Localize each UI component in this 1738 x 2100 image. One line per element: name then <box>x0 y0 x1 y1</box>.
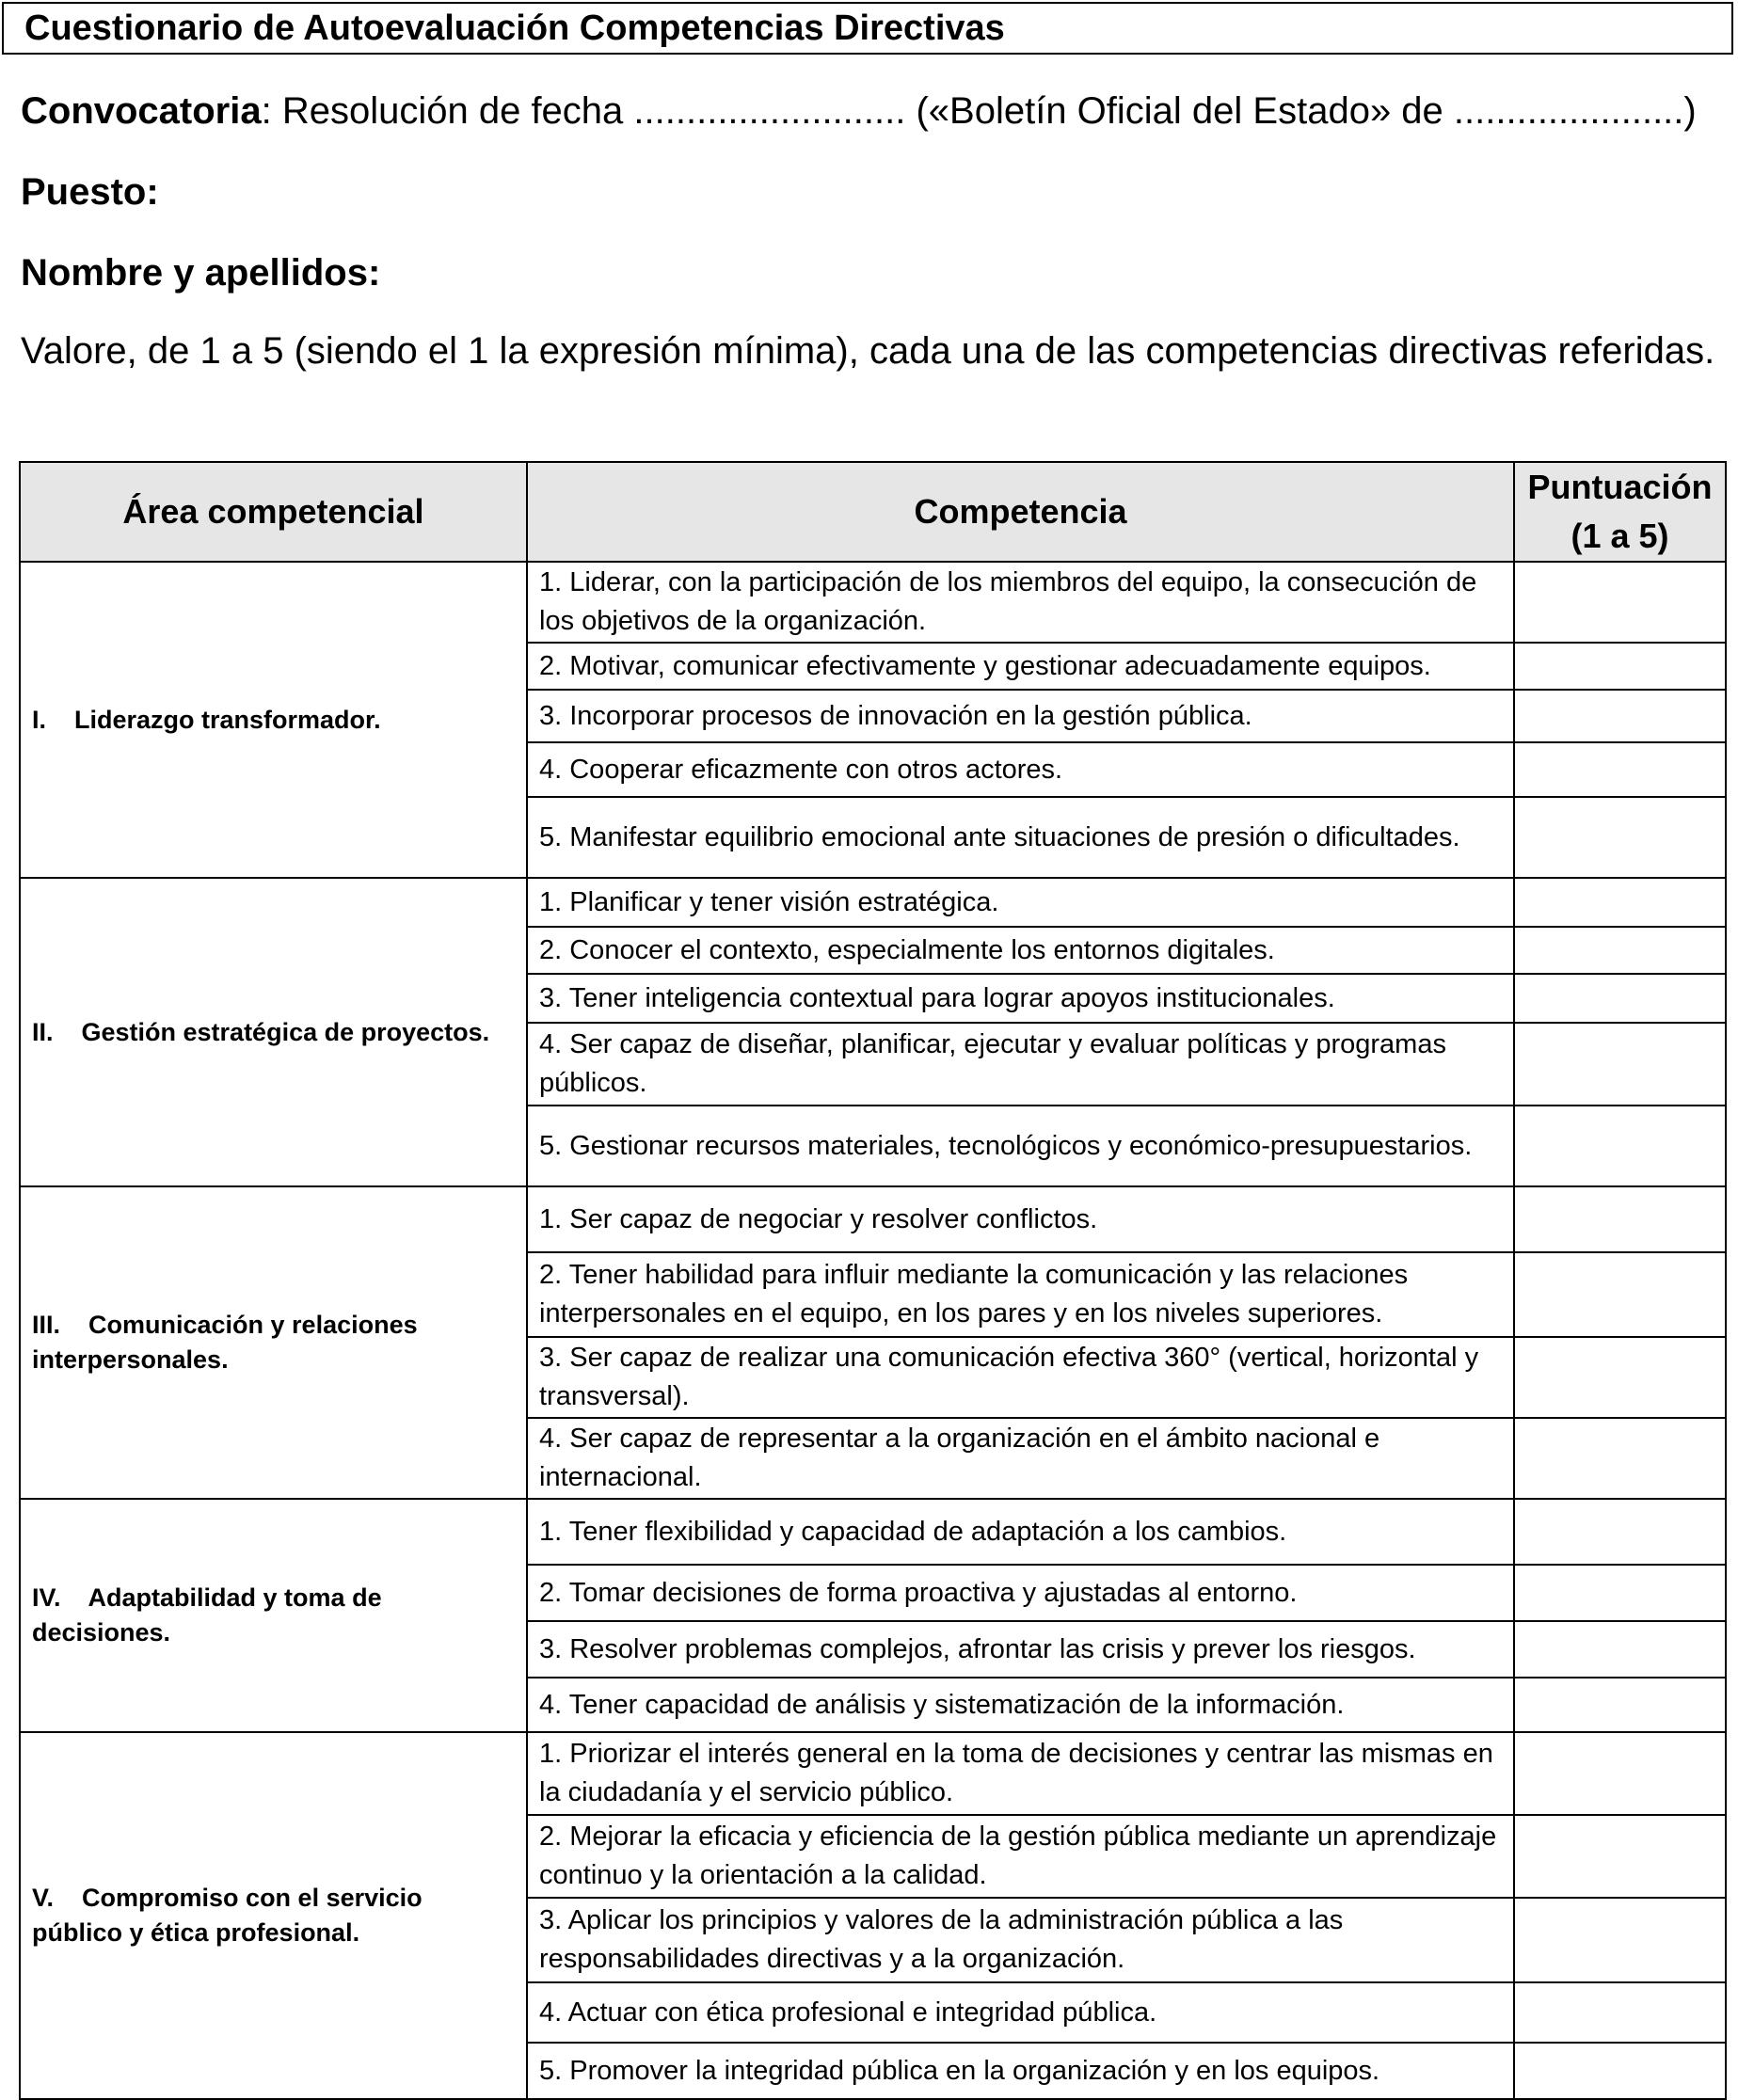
score-cell[interactable] <box>1514 1252 1726 1337</box>
table-row <box>20 1186 1726 1252</box>
score-cell[interactable] <box>1514 643 1726 690</box>
table-header-row <box>20 462 1726 562</box>
instructions: Valore, de 1 a 5 (siendo el 1 la expresión mínima), cada una de las competencias directivas referidas. <box>21 330 1715 372</box>
competencia-cell: 2. Conocer el contexto, especialmente los entornos digitales. <box>527 927 1514 974</box>
score-cell[interactable] <box>1514 974 1726 1023</box>
score-cell[interactable] <box>1514 1982 1726 2043</box>
competencia-cell: 2. Mejorar la eficacia y eficiencia de la gestión pública mediante un aprendizaje continuo y la orientación a la calidad. <box>527 1815 1514 1898</box>
score-cell[interactable] <box>1514 1499 1726 1565</box>
table-row <box>20 878 1726 927</box>
competencia-cell: 1. Tener flexibilidad y capacidad de adaptación a los cambios. <box>527 1499 1514 1565</box>
score-cell[interactable] <box>1514 742 1726 797</box>
header-area: Área competencial <box>20 462 527 562</box>
table-row <box>20 562 1726 643</box>
competencia-cell: 4. Cooperar eficazmente con otros actores. <box>527 742 1514 797</box>
score-cell[interactable] <box>1514 1023 1726 1106</box>
document-title: Cuestionario de Autoevaluación Competencias Directivas <box>2 2 1733 55</box>
competencia-cell: 4. Tener capacidad de análisis y sistematización de la información. <box>527 1678 1514 1732</box>
puesto-label: Puesto: <box>21 171 159 213</box>
competencia-cell: 1. Priorizar el interés general en la toma de decisiones y centrar las mismas en la ciudadanía y el servicio público. <box>527 1732 1514 1815</box>
competencia-cell: 2. Motivar, comunicar efectivamente y gestionar adecuadamente equipos. <box>527 643 1514 690</box>
score-cell[interactable] <box>1514 1106 1726 1186</box>
convocatoria-line <box>21 88 1733 134</box>
area-cell: I. Liderazgo transformador. <box>20 562 527 878</box>
table-row <box>20 1499 1726 1565</box>
score-cell[interactable] <box>1514 1186 1726 1252</box>
area-cell: II. Gestión estratégica de proyectos. <box>20 878 527 1186</box>
competencia-cell: 4. Ser capaz de representar a la organización en el ámbito nacional e internacional. <box>527 1418 1514 1499</box>
score-cell[interactable] <box>1514 1418 1726 1499</box>
convocatoria-text: : Resolución de fecha .......................... («Boletín Oficial del Estado» de ......................) <box>261 90 1697 132</box>
competencias-table <box>19 461 1727 2100</box>
competencia-cell: 1. Liderar, con la participación de los miembros del equipo, la consecución de los objetivos de la organización. <box>527 562 1514 643</box>
score-cell[interactable] <box>1514 690 1726 742</box>
score-cell[interactable] <box>1514 1898 1726 1982</box>
convocatoria-label: Convocatoria <box>21 90 262 132</box>
competencia-cell: 1. Planificar y tener visión estratégica. <box>527 878 1514 927</box>
competencia-cell: 1. Ser capaz de negociar y resolver conflictos. <box>527 1186 1514 1252</box>
score-cell[interactable] <box>1514 1621 1726 1678</box>
nombre-label: Nombre y apellidos: <box>21 252 381 294</box>
competencia-cell: 3. Ser capaz de realizar una comunicación efectiva 360° (vertical, horizontal y transversal). <box>527 1337 1514 1418</box>
competencia-cell: 3. Aplicar los principios y valores de la administración pública a las responsabilidades directivas y a la organización. <box>527 1898 1514 1982</box>
competencia-cell: 2. Tomar decisiones de forma proactiva y ajustadas al entorno. <box>527 1565 1514 1621</box>
competencia-cell: 2. Tener habilidad para influir mediante la comunicación y las relaciones interpersonales en el equipo, en los pares y en los niveles superiores. <box>527 1252 1514 1337</box>
table-body <box>20 562 1726 2099</box>
area-cell: III. Comunicación y relaciones interpersonales. <box>20 1186 527 1499</box>
competencia-cell: 3. Incorporar procesos de innovación en la gestión pública. <box>527 690 1514 742</box>
competencia-cell: 5. Gestionar recursos materiales, tecnológicos y económico-presupuestarios. <box>527 1106 1514 1186</box>
competencia-cell: 5. Promover la integridad pública en la organización y en los equipos. <box>527 2043 1514 2099</box>
score-cell[interactable] <box>1514 927 1726 974</box>
competencia-cell: 3. Resolver problemas complejos, afrontar las crisis y prever los riesgos. <box>527 1621 1514 1678</box>
header-competencia: Competencia <box>527 462 1514 562</box>
competencia-cell: 4. Actuar con ética profesional e integridad pública. <box>527 1982 1514 2043</box>
competencia-cell: 4. Ser capaz de diseñar, planificar, ejecutar y evaluar políticas y programas públicos. <box>527 1023 1514 1106</box>
score-cell[interactable] <box>1514 1678 1726 1732</box>
header-puntuacion: Puntuación (1 a 5) <box>1514 462 1726 562</box>
area-cell: IV. Adaptabilidad y toma de decisiones. <box>20 1499 527 1732</box>
area-cell: V. Compromiso con el servicio público y ética profesional. <box>20 1732 527 2099</box>
score-cell[interactable] <box>1514 878 1726 927</box>
score-cell[interactable] <box>1514 797 1726 878</box>
table-row <box>20 1732 1726 1815</box>
competencia-cell: 5. Manifestar equilibrio emocional ante situaciones de presión o dificultades. <box>527 797 1514 878</box>
competencia-cell: 3. Tener inteligencia contextual para lograr apoyos institucionales. <box>527 974 1514 1023</box>
score-cell[interactable] <box>1514 2043 1726 2099</box>
score-cell[interactable] <box>1514 1565 1726 1621</box>
score-cell[interactable] <box>1514 1815 1726 1898</box>
score-cell[interactable] <box>1514 1732 1726 1815</box>
score-cell[interactable] <box>1514 562 1726 643</box>
score-cell[interactable] <box>1514 1337 1726 1418</box>
